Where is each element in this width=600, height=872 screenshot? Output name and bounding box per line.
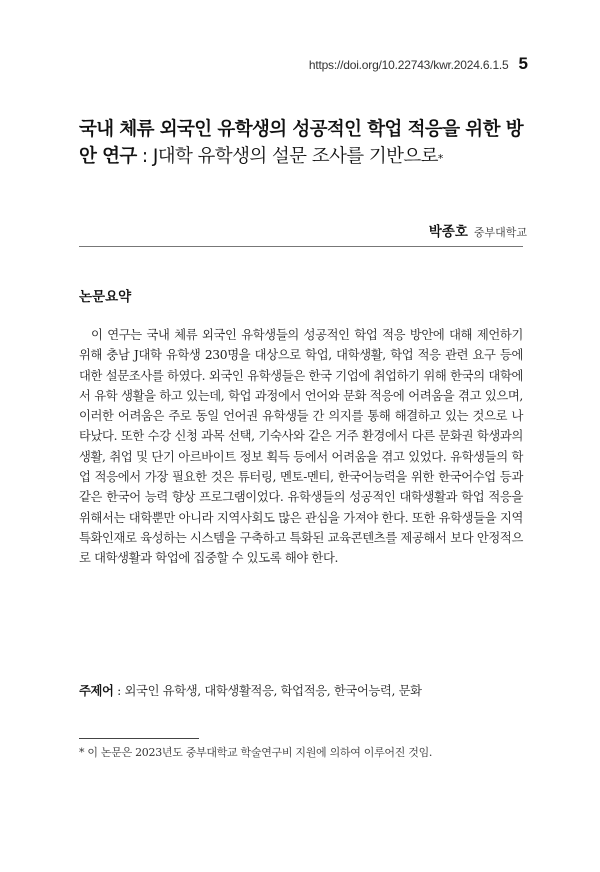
author-line <box>429 220 527 240</box>
title-subtitle: J대학 유학생의 설문 조사를 기반으로 <box>152 146 438 167</box>
keywords-separator: : <box>113 684 125 698</box>
footnote-divider <box>79 738 199 739</box>
title-footnote-mark: * <box>437 152 443 165</box>
page-header <box>309 54 528 74</box>
abstract-text: 이 연구는 국내 체류 외국인 유학생들의 성공적인 학업 적응 방안에 대해 제언하기 위해 충남 J대학 유학생 230명을 대상으로 학업, 대학생활, 학업 적응 관련 요구 등에 대한 설문조사를 하였다. 외국인 유학생들은 한국 기업에 취업하기 위해 한국의 대학에서 유학 생활을 하고 있는데, 학업 과정에서 언어와 문화 적응에 어려움을 겪고 있으며, 이러한 어려움은 주로 동일 언어권 유학생들 간 의지를 통해 해결하고 있는 것으로 나타났다. 또한 수강 신청 과목 선택, 기숙사와 같은 거주 환경에서 다른 문화권 학생과의 생활, 취업 및 단기 아르바이트 정보 획득 등에서 어려움을 겪고 있었다. 유학생들의 학업 적응에서 가장 필요한 것은 튜터링, 멘토-멘티, 한국어능력을 위한 한국어수업 등과 같은 한국어 능력 향상 프로그램이었다. 유학생들의 성공적인 대학생활과 학업 적응을 위해서는 대학뿐만 아니라 지역사회도 많은 관심을 가져야 한다. 또한 유학생들을 지역특화인재로 육성하는 시스템을 구축하고 특화된 교육콘텐츠를 제공해서 보다 안정적으로 대학생활과 학업에 집중할 수 있도록 해야 한다. <box>79 328 523 566</box>
author-affiliation: 중부대학교 <box>473 226 527 239</box>
title-divider <box>79 246 523 247</box>
title-separator: : <box>136 146 153 167</box>
page-number: 5 <box>518 54 528 73</box>
doi-link[interactable]: https://doi.org/10.22743/kwr.2024.6.1.5 <box>308 58 509 72</box>
keywords-text: 외국인 유학생, 대학생활적응, 학업적응, 한국어능력, 문화 <box>124 684 422 698</box>
author-name: 박종호 <box>428 224 468 240</box>
title-main: 국내 체류 외국인 유학생의 성공적인 학업 적응을 위한 방안 연구 <box>79 119 523 167</box>
abstract-heading: 논문요약 <box>79 289 132 305</box>
keywords-line <box>79 681 529 699</box>
paper-title <box>79 116 539 172</box>
footnote: * 이 논문은 2023년도 중부대학교 학술연구비 지원에 의하여 이루어진 것임. <box>79 746 433 759</box>
keywords-label: 주제어 <box>79 684 114 698</box>
